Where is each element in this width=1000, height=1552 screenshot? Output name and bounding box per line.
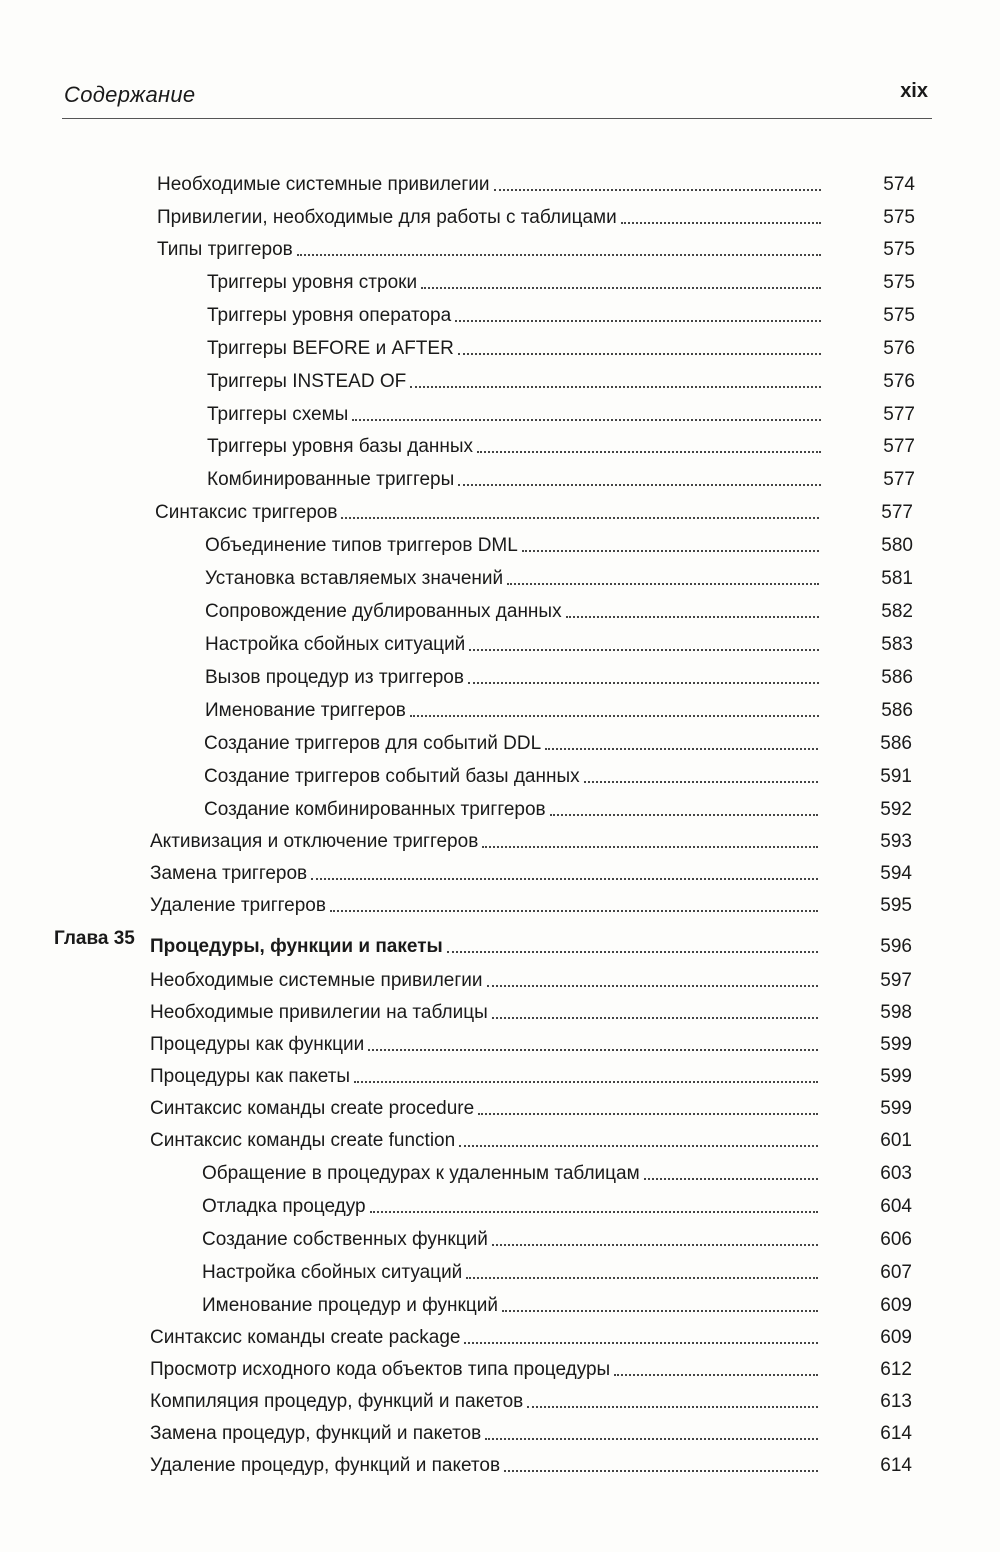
toc-entry[interactable]: Привилегии, необходимые для работы с таблицами 575 [157,207,915,228]
toc-entry[interactable]: Именование процедур и функций 609 [202,1295,912,1316]
toc-entry[interactable]: Настройка сбойных ситуаций 583 [205,634,913,655]
toc-entry[interactable]: Создание триггеров для событий DDL 586 [204,733,912,754]
toc-entry[interactable]: Отладка процедур 604 [202,1196,912,1217]
toc-entry[interactable]: Создание триггеров событий базы данных 591 [204,766,912,787]
toc-entry[interactable]: Вызов процедур из триггеров 586 [205,667,913,688]
toc-entry[interactable]: Необходимые системные привилегии 597 [150,970,912,991]
toc-entry[interactable]: Необходимые системные привилегии 574 [157,174,915,195]
toc-entry[interactable]: Объединение типов триггеров DML 580 [205,535,913,556]
toc-entry[interactable]: Триггеры INSTEAD OF 576 [207,371,915,392]
chapter-label: Глава 35 [54,928,135,949]
toc-entry[interactable]: Удаление триггеров 595 [150,895,912,916]
toc-entry[interactable]: Компиляция процедур, функций и пакетов 613 [150,1391,912,1412]
toc-entry[interactable]: Комбинированные триггеры 577 [207,469,915,490]
toc-entry[interactable]: Синтаксис команды create function 601 [150,1130,912,1151]
toc-entry[interactable]: Просмотр исходного кода объектов типа процедуры 612 [150,1359,912,1380]
toc-entry[interactable]: Синтаксис триггеров 577 [155,502,913,523]
toc-entry[interactable]: Триггеры уровня оператора 575 [207,305,915,326]
toc-entry[interactable]: Синтаксис команды create package 609 [150,1327,912,1348]
toc-entry[interactable]: Сопровождение дублированных данных 582 [205,601,913,622]
toc-entry[interactable]: Процедуры как пакеты 599 [150,1066,912,1087]
header-title: Содержание [64,82,196,107]
toc-entry[interactable]: Именование триггеров 586 [205,700,913,721]
toc-entry[interactable]: Активизация и отключение триггеров 593 [150,831,912,852]
toc-entry[interactable]: Замена процедур, функций и пакетов 614 [150,1423,912,1444]
toc-entry[interactable]: Типы триггеров 575 [157,239,915,260]
chapter-title: Процедуры, функции и пакеты [150,936,443,957]
toc-entry[interactable]: Триггеры схемы 577 [207,404,915,425]
toc-entry[interactable]: Создание собственных функций 606 [202,1229,912,1250]
toc-entry[interactable]: Триггеры уровня базы данных 577 [207,436,915,457]
header-page-number: xix [900,80,928,102]
toc-entry[interactable]: Настройка сбойных ситуаций 607 [202,1262,912,1283]
toc-entry[interactable]: Необходимые привилегии на таблицы 598 [150,1002,912,1023]
toc-entry[interactable]: Триггеры уровня строки 575 [207,272,915,293]
toc-entry[interactable]: Процедуры как функции 599 [150,1034,912,1055]
toc-entry[interactable]: Обращение в процедурах к удаленным таблицам 603 [202,1163,912,1184]
toc-entry[interactable]: Триггеры BEFORE и AFTER 576 [207,338,915,359]
chapter-page: 596 [880,936,912,957]
toc-entry[interactable]: Удаление процедур, функций и пакетов 614 [150,1455,912,1476]
toc-entry[interactable]: Синтаксис команды create procedure 599 [150,1098,912,1119]
chapter-entry[interactable] [150,928,912,958]
toc-entry[interactable]: Замена триггеров 594 [150,863,912,884]
toc-entry[interactable]: Создание комбинированных триггеров 592 [204,799,912,820]
toc-entry[interactable]: Установка вставляемых значений 581 [205,568,913,589]
